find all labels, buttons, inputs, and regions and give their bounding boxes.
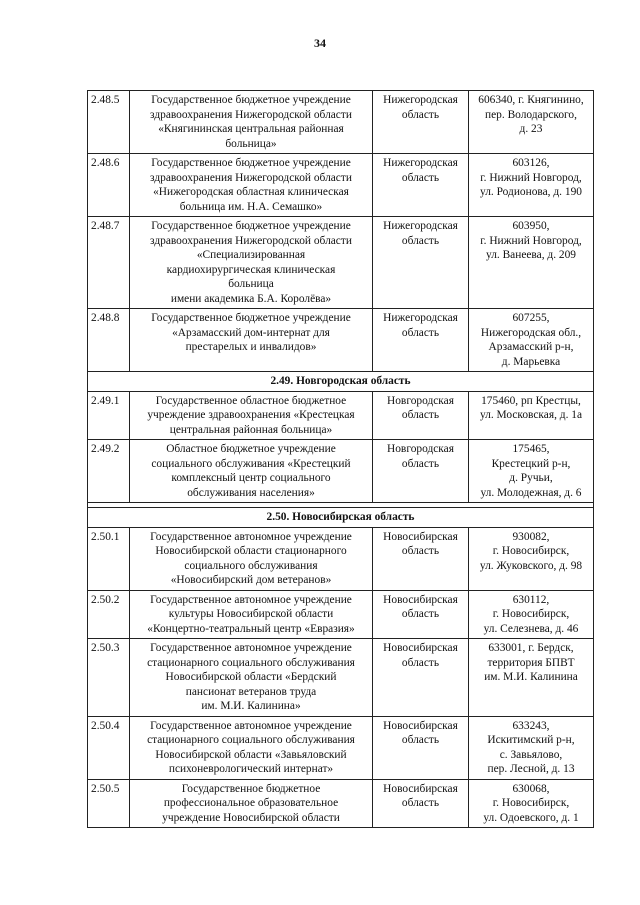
institution-name bbox=[130, 779, 373, 828]
institution-name bbox=[130, 639, 373, 717]
section-title: 2.50. Новосибирская область bbox=[88, 508, 594, 528]
institution-name-line: «Княгининская центральная районная bbox=[158, 123, 344, 135]
address-cell-line: 633243, bbox=[512, 719, 550, 732]
region-cell-line: область bbox=[401, 656, 440, 669]
region-cell-line: область bbox=[401, 326, 440, 339]
address-cell-line: 603126, bbox=[512, 157, 550, 169]
institution-name-line: здравоохранения Нижегородской области bbox=[150, 171, 352, 184]
institution-name-line: «Специализированная bbox=[196, 249, 306, 261]
institution-name-line: здравоохранения Нижегородской области bbox=[150, 234, 352, 247]
institution-name-line: комплексный центр социального bbox=[171, 472, 331, 484]
region-cell-line: Новгородская bbox=[387, 394, 454, 407]
address-cell bbox=[469, 440, 594, 503]
address-cell bbox=[469, 639, 594, 717]
region-cell bbox=[373, 309, 469, 372]
address-cell-line: д. Ручьи, bbox=[509, 472, 553, 484]
region-cell bbox=[373, 716, 469, 779]
institution-name-line: Государственное бюджетное учреждение bbox=[151, 94, 351, 106]
institution-name-line: Новосибирской области «Завьяловский bbox=[155, 748, 347, 761]
region-cell-line: область bbox=[401, 734, 440, 746]
address-cell bbox=[469, 716, 594, 779]
item-number: 2.50.1 bbox=[88, 527, 130, 590]
address-cell-line: г. Новосибирск, bbox=[492, 608, 570, 620]
institution-name-line: Новосибирской области стационарного bbox=[155, 545, 347, 557]
institution-name bbox=[130, 716, 373, 779]
region-cell-line: Нижегородская bbox=[383, 157, 458, 169]
institution-name-line: Новосибирской области «Бердский bbox=[165, 671, 337, 683]
institution-name-line: центральная районная больница» bbox=[169, 423, 333, 436]
address-cell-line: Искитимский р-н, bbox=[487, 734, 575, 746]
institution-name-line: Государственное автономное учреждение bbox=[150, 642, 352, 654]
institution-name-line: «Концертно-театральный центр «Евразия» bbox=[147, 622, 355, 635]
address-cell-line: 603950, bbox=[512, 220, 550, 232]
address-cell-line: д. 23 bbox=[519, 123, 543, 135]
address-cell bbox=[469, 779, 594, 828]
region-cell bbox=[373, 154, 469, 217]
section-header-row bbox=[88, 508, 594, 528]
institution-name-line: стационарного социального обслуживания bbox=[147, 656, 355, 669]
address-cell-line: территория БПВТ bbox=[487, 656, 575, 669]
institution-name bbox=[130, 154, 373, 217]
region-cell bbox=[373, 440, 469, 503]
institution-name-line: учреждение Новосибирской области bbox=[162, 811, 340, 824]
item-number: 2.48.6 bbox=[88, 154, 130, 217]
item-number: 2.49.2 bbox=[88, 440, 130, 503]
address-cell-line: 606340, г. Княгинино, bbox=[478, 94, 584, 106]
region-cell-line: Новосибирская bbox=[383, 530, 458, 543]
address-cell-line: им. М.И. Калинина bbox=[484, 671, 578, 683]
institution-name-line: психоневрологический интернат» bbox=[168, 763, 334, 775]
item-number: 2.48.7 bbox=[88, 217, 130, 309]
institution-name bbox=[130, 391, 373, 440]
region-cell-line: Нижегородская bbox=[383, 312, 458, 324]
region-cell-line: Нижегородская bbox=[383, 94, 458, 106]
page-number: 34 bbox=[314, 36, 326, 50]
item-number: 2.48.5 bbox=[88, 91, 130, 154]
address-cell bbox=[469, 391, 594, 440]
region-cell-line: область bbox=[401, 797, 440, 809]
institution-name-line: «Нижегородская областная клиническая bbox=[153, 186, 349, 198]
address-cell-line: Нижегородская обл., bbox=[480, 326, 582, 339]
region-cell-line: область bbox=[401, 608, 440, 620]
address-cell-line: ул. Родионова, д. 190 bbox=[480, 186, 582, 198]
region-cell-line: Новосибирская bbox=[383, 719, 458, 732]
institution-name-line: имени академика Б.А. Королёва» bbox=[170, 292, 332, 305]
address-cell-line: с. Завьялово, bbox=[499, 748, 563, 761]
table-row bbox=[88, 440, 594, 503]
institution-name-line: больница bbox=[228, 278, 274, 290]
item-number: 2.48.8 bbox=[88, 309, 130, 372]
address-cell-line: ул. Московская, д. 1а bbox=[479, 409, 583, 421]
address-cell bbox=[469, 217, 594, 309]
table-row bbox=[88, 716, 594, 779]
section-header-row bbox=[88, 372, 594, 392]
address-cell-line: 607255, bbox=[512, 312, 550, 324]
region-cell-line: область bbox=[401, 234, 440, 247]
institution-name-line: обслуживания населения» bbox=[187, 486, 315, 499]
address-cell-line: пер. Володарского, bbox=[485, 108, 577, 121]
address-cell bbox=[469, 527, 594, 590]
institution-name-line: Государственное бюджетное учреждение bbox=[151, 157, 351, 169]
table-row bbox=[88, 91, 594, 154]
address-cell-line: 630068, bbox=[512, 782, 550, 795]
address-cell-line: Арзамасский р-н, bbox=[488, 341, 574, 353]
region-cell bbox=[373, 779, 469, 828]
address-cell-line: пер. Лесной, д. 13 bbox=[487, 763, 575, 775]
address-cell bbox=[469, 590, 594, 639]
item-number: 2.50.5 bbox=[88, 779, 130, 828]
institution-name-line: Государственное автономное учреждение bbox=[150, 530, 352, 543]
institution-name-line: пансионат ветеранов труда bbox=[185, 685, 317, 698]
address-cell-line: 175460, рп Крестцы, bbox=[481, 394, 581, 407]
address-cell-line: 175465, bbox=[512, 443, 550, 455]
region-cell bbox=[373, 91, 469, 154]
address-cell-line: г. Нижний Новгород, bbox=[480, 234, 582, 247]
institution-name-line: Государственное автономное учреждение bbox=[150, 593, 352, 606]
section-title: 2.49. Новгородская область bbox=[88, 372, 594, 392]
address-cell bbox=[469, 91, 594, 154]
table-body bbox=[88, 91, 594, 828]
institution-name-line: Государственное бюджетное учреждение bbox=[151, 312, 351, 324]
address-cell bbox=[469, 154, 594, 217]
address-cell-line: ул. Ванеева, д. 209 bbox=[486, 249, 576, 261]
address-cell-line: г. Новосибирск, bbox=[492, 545, 570, 557]
institution-name-line: «Новосибирский дом ветеранов» bbox=[170, 574, 332, 586]
address-cell-line: ул. Жуковского, д. 98 bbox=[479, 559, 583, 572]
table-row bbox=[88, 391, 594, 440]
institution-name bbox=[130, 217, 373, 309]
institution-name-line: социального обслуживания «Крестецкий bbox=[151, 457, 351, 470]
table-row bbox=[88, 779, 594, 828]
address-cell-line: ул. Молодежная, д. 6 bbox=[480, 486, 582, 499]
item-number: 2.50.2 bbox=[88, 590, 130, 639]
item-number: 2.50.3 bbox=[88, 639, 130, 717]
item-number: 2.50.4 bbox=[88, 716, 130, 779]
address-cell-line: ул. Одоевского, д. 1 bbox=[483, 811, 579, 824]
address-cell-line: г. Новосибирск, bbox=[492, 797, 570, 809]
region-cell-line: область bbox=[401, 108, 440, 121]
region-cell-line: область bbox=[401, 409, 440, 421]
region-cell-line: область bbox=[401, 457, 440, 470]
item-number: 2.49.1 bbox=[88, 391, 130, 440]
institution-name-line: здравоохранения Нижегородской области bbox=[150, 108, 352, 121]
address-cell bbox=[469, 309, 594, 372]
institution-name-line: учреждение здравоохранения «Крестецкая bbox=[147, 409, 355, 421]
institution-name-line: культуры Новосибирской области bbox=[168, 608, 334, 620]
institution-name bbox=[130, 440, 373, 503]
region-cell-line: Новосибирская bbox=[383, 642, 458, 654]
institution-name-line: стационарного социального обслуживания bbox=[147, 734, 355, 746]
address-cell-line: 930082, bbox=[512, 530, 550, 543]
institution-name-line: Государственное бюджетное bbox=[181, 782, 321, 795]
address-cell-line: 633001, г. Бердск, bbox=[488, 642, 574, 654]
institution-name-line: им. М.И. Калинина» bbox=[201, 700, 301, 712]
institution-name-line: больница» bbox=[225, 137, 277, 150]
institution-name-line: «Арзамасский дом-интернат для bbox=[172, 326, 330, 339]
institution-name-line: Государственное бюджетное учреждение bbox=[151, 220, 351, 232]
region-cell-line: Нижегородская bbox=[383, 220, 458, 232]
table-row bbox=[88, 309, 594, 372]
institution-name-line: Государственное областное бюджетное bbox=[155, 394, 347, 407]
institution-name bbox=[130, 309, 373, 372]
institution-name-line: больница им. Н.А. Семашко» bbox=[179, 200, 323, 213]
institution-name-line: Областное бюджетное учреждение bbox=[166, 443, 336, 455]
region-cell bbox=[373, 217, 469, 309]
address-cell-line: 630112, bbox=[512, 593, 550, 606]
table-row bbox=[88, 154, 594, 217]
institutions-table bbox=[87, 90, 594, 828]
institution-name-line: Государственное автономное учреждение bbox=[150, 719, 352, 732]
table-row bbox=[88, 639, 594, 717]
address-cell-line: Крестецкий р-н, bbox=[491, 457, 571, 470]
region-cell bbox=[373, 590, 469, 639]
region-cell bbox=[373, 391, 469, 440]
institution-name bbox=[130, 527, 373, 590]
address-cell-line: ул. Селезнева, д. 46 bbox=[483, 622, 579, 635]
institution-name-line: профессиональное образовательное bbox=[163, 797, 339, 809]
region-cell-line: Новосибирская bbox=[383, 782, 458, 795]
institution-name bbox=[130, 590, 373, 639]
table-row bbox=[88, 217, 594, 309]
region-cell-line: Новосибирская bbox=[383, 593, 458, 606]
region-cell bbox=[373, 639, 469, 717]
region-cell-line: область bbox=[401, 171, 440, 184]
region-cell-line: область bbox=[401, 545, 440, 557]
institution-name-line: престарелых и инвалидов» bbox=[185, 341, 317, 353]
institution-name bbox=[130, 91, 373, 154]
institution-name-line: социального обслуживания bbox=[184, 559, 318, 572]
address-cell-line: д. Марьевка bbox=[501, 355, 561, 368]
region-cell bbox=[373, 527, 469, 590]
institution-name-line: кардиохирургическая клиническая bbox=[166, 263, 336, 276]
address-cell-line: г. Нижний Новгород, bbox=[480, 171, 582, 184]
table-row bbox=[88, 527, 594, 590]
region-cell-line: Новгородская bbox=[387, 443, 454, 455]
table-row bbox=[88, 590, 594, 639]
